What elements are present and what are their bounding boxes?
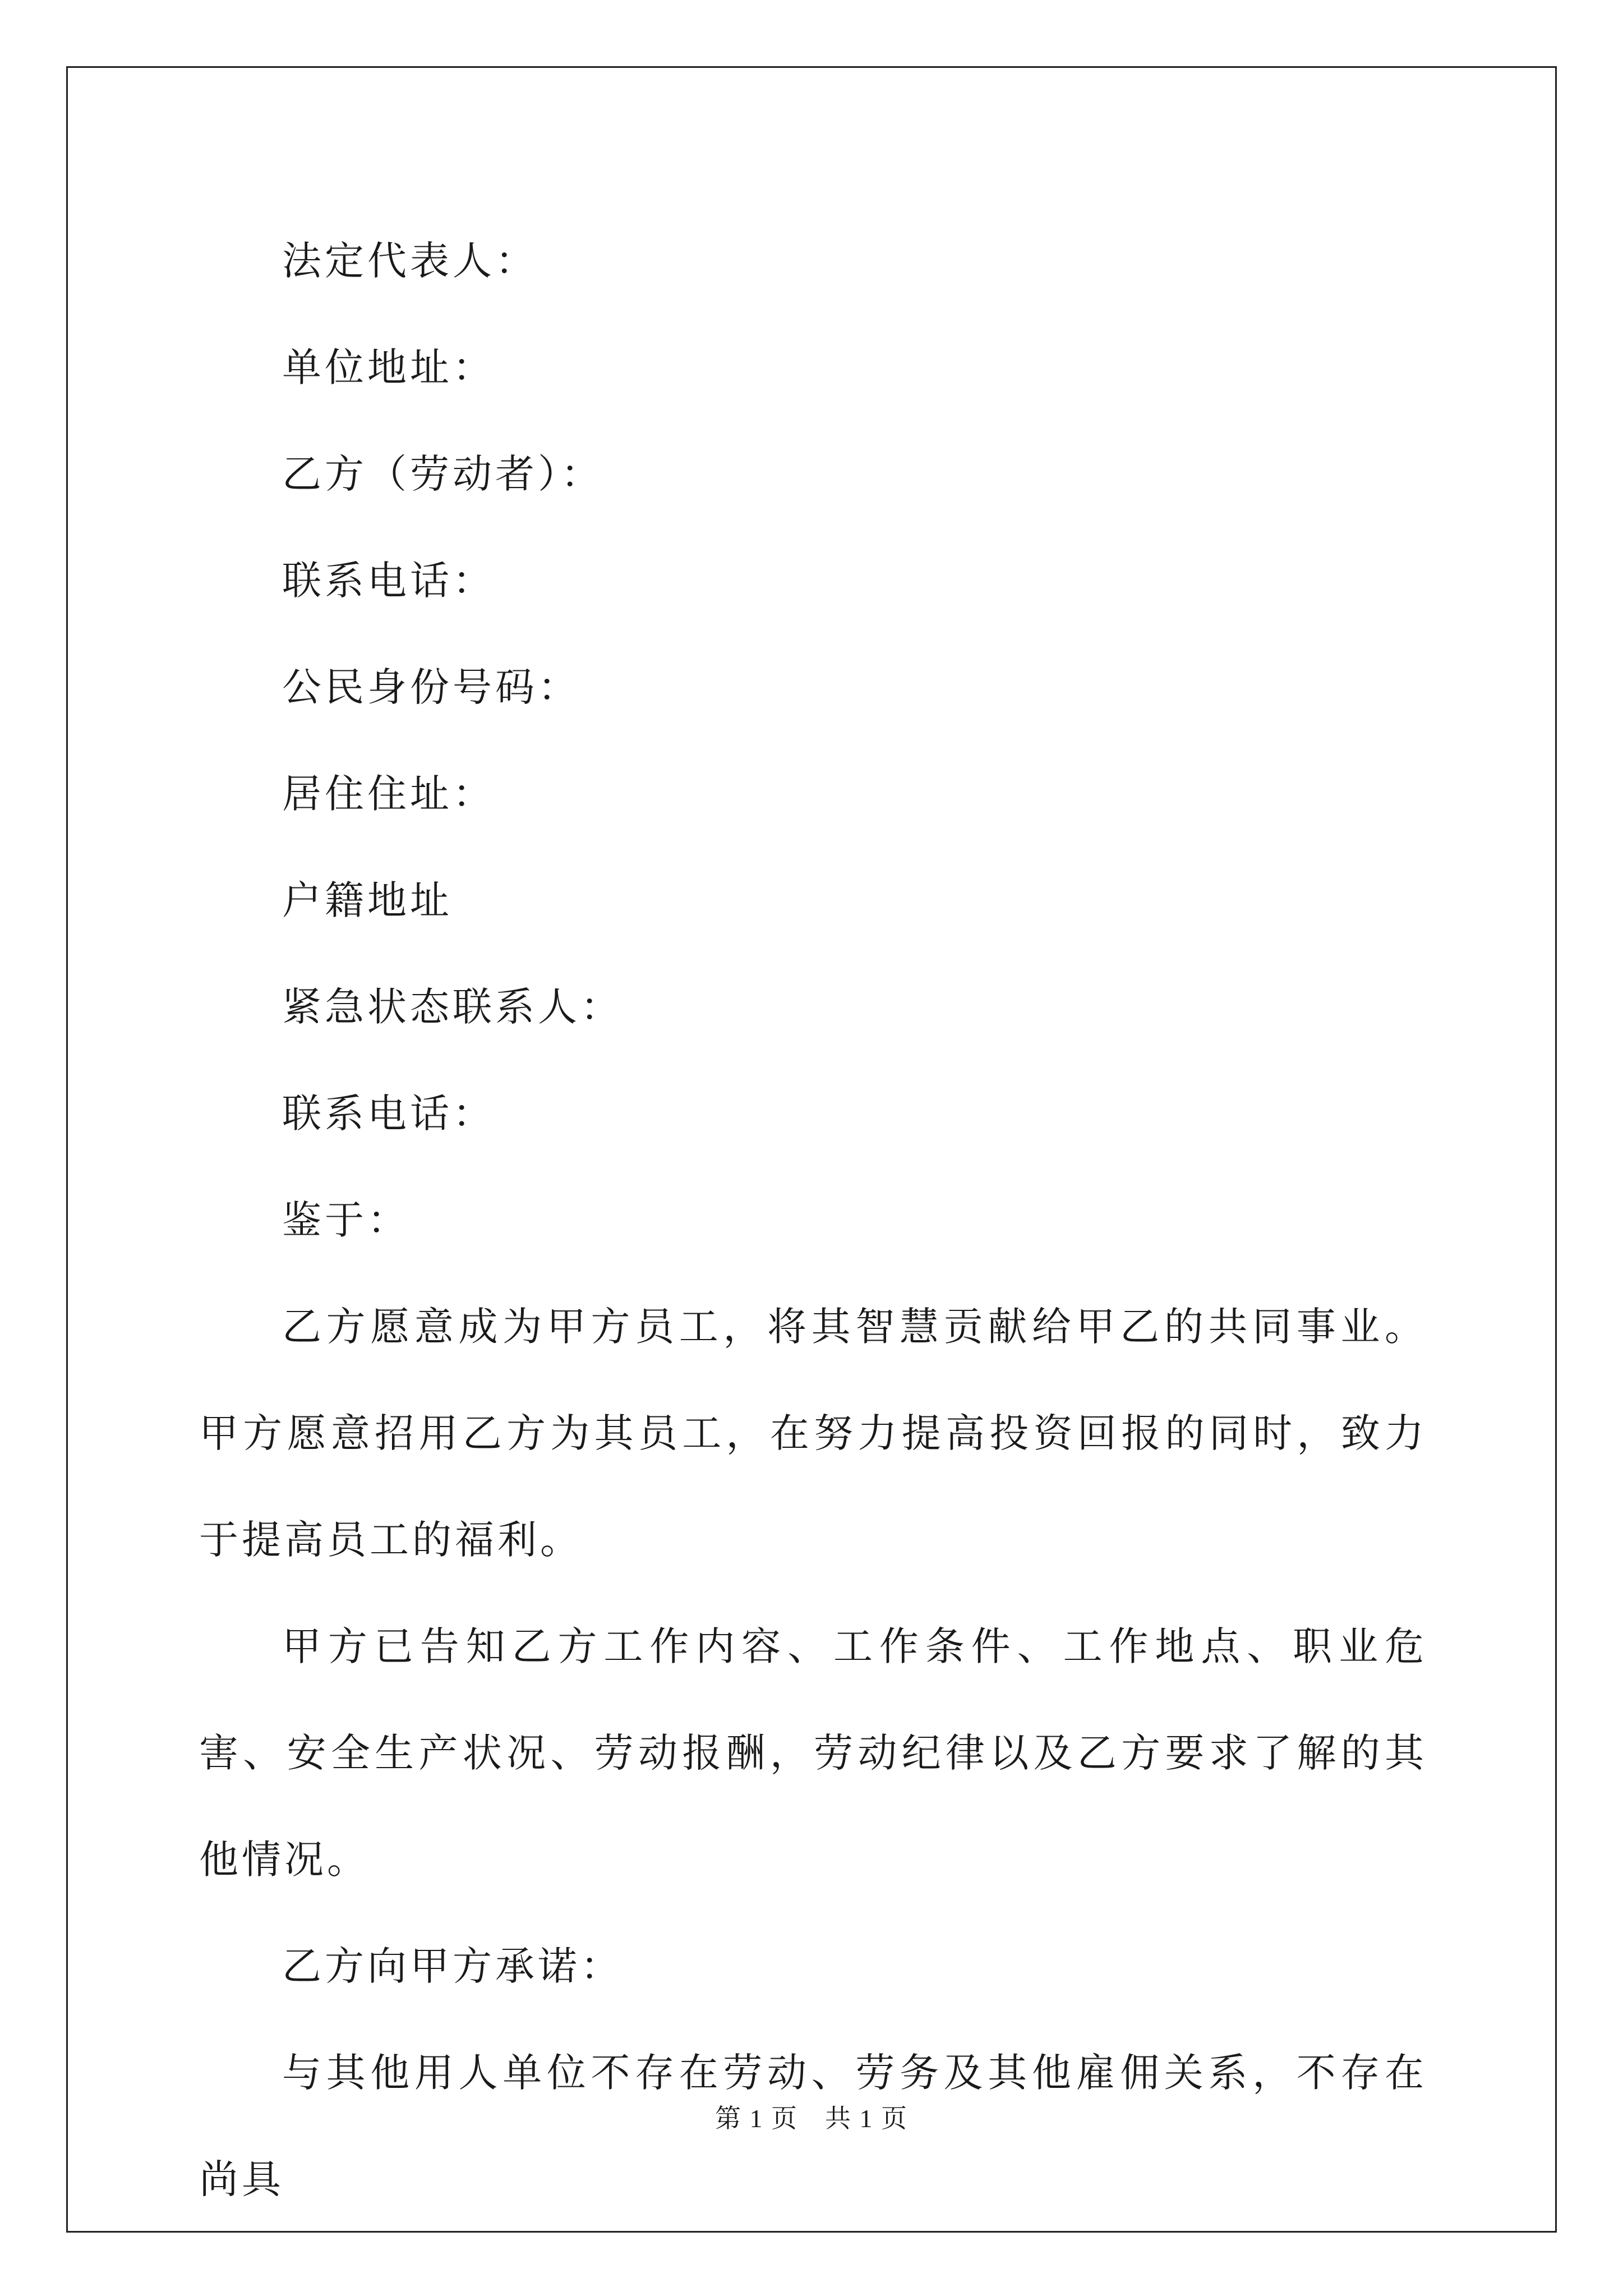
field-emergency-contact: 紧急状态联系人：: [282, 984, 623, 1030]
field-household-address: 户籍地址: [282, 877, 453, 923]
paragraph-disclosure: 甲方已告知乙方工作内容、工作条件、工作地点、职业危害、安全生产状况、劳动报酬，劳动纪律以及乙方要求了解的其他情况。: [199, 1623, 1427, 1883]
field-emergency-phone: 联系电话：: [282, 1091, 495, 1137]
field-party-b: 乙方（劳动者）：: [282, 451, 603, 497]
paragraph-commitment-heading: 乙方向甲方承诺：: [282, 1943, 623, 1989]
field-legal-representative: 法定代表人：: [282, 238, 538, 284]
page-number-footer: 第 1 页 共 1 页: [715, 2104, 908, 2133]
field-phone: 联系电话：: [282, 558, 495, 604]
paragraph-commitment-text: 与其他用人单位不存在劳动、劳务及其他雇佣关系，不存在尚具: [199, 2050, 1427, 2202]
document-body: [199, 208, 1427, 2233]
field-residence-address: 居住住址：: [282, 771, 495, 817]
field-id-number: 公民身份号码：: [282, 664, 580, 710]
field-company-address: 单位地址：: [282, 344, 495, 390]
field-whereas: 鉴于：: [282, 1197, 410, 1243]
paragraph-intent: 乙方愿意成为甲方员工，将其智慧贡献给甲乙的共同事业。甲方愿意招用乙方为其员工，在努力提高投资回报的同时，致力于提高员工的福利。: [199, 1304, 1427, 1563]
